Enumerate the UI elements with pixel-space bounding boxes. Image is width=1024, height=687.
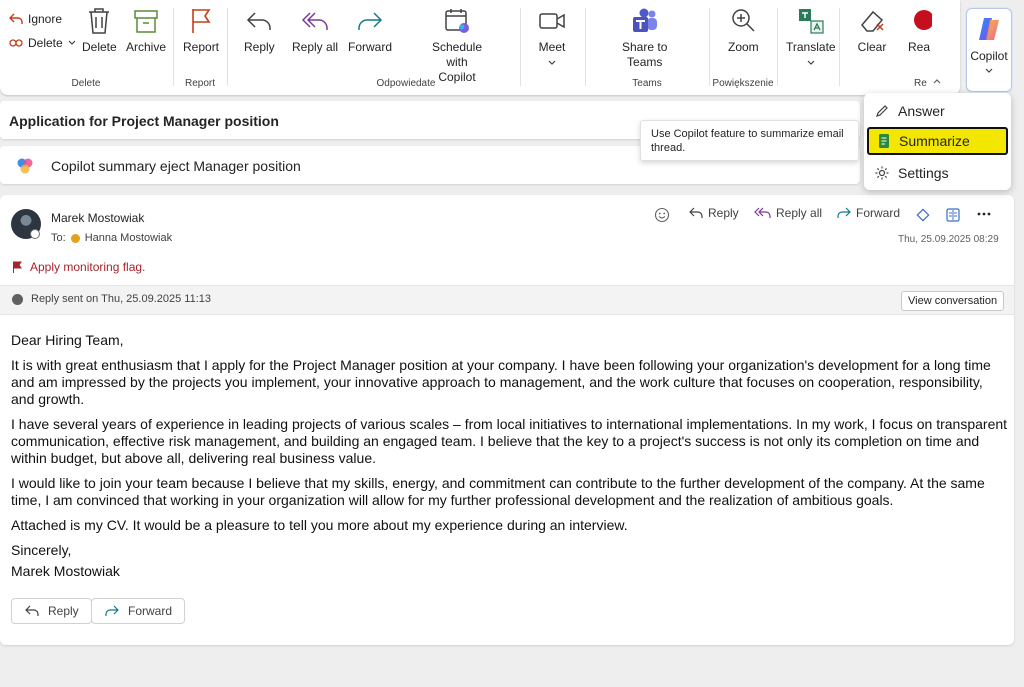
ignore-label: Ignore xyxy=(28,12,63,26)
archive-label: Archive xyxy=(126,40,167,54)
delete-menu-button[interactable] xyxy=(9,36,76,50)
delete-button[interactable] xyxy=(82,6,117,55)
chevron-down-icon xyxy=(985,68,993,74)
info-icon xyxy=(12,294,23,305)
presence-status-icon xyxy=(30,229,40,239)
menu-item-summarize-label: Summarize xyxy=(899,133,970,149)
report-group xyxy=(174,0,226,95)
copilot-button[interactable] xyxy=(966,8,1012,92)
share-to-teams-button[interactable] xyxy=(622,6,667,70)
flag-text: Apply monitoring flag. xyxy=(30,260,146,274)
summary-document-icon xyxy=(877,133,891,149)
eraser-icon xyxy=(857,6,887,36)
menu-item-summarize[interactable] xyxy=(867,127,1008,155)
body-closing: Sincerely, xyxy=(11,542,72,558)
group-divider xyxy=(839,8,840,86)
delete-options-icon xyxy=(9,37,23,49)
delete-group xyxy=(0,0,172,95)
pencil-icon xyxy=(874,103,890,119)
reply-icon xyxy=(24,604,40,618)
bottom-reply-label: Reply xyxy=(48,604,79,618)
body-paragraph: I would like to join your team because I believe that my skills, energy, and commitment can contribute to the further development of the company. At the same time, I am convinced that working in your organization will allow for my further professional development and the realization of ambitious goals. xyxy=(11,475,985,508)
recipient-presence-icon xyxy=(71,234,80,243)
summarize-tooltip: Use Copilot feature to summarize email thread. xyxy=(640,120,859,161)
reply-all-label: Reply all xyxy=(292,40,339,54)
schedule-with-copilot-label: Schedule with Copilot xyxy=(431,40,483,84)
message-reply-label: Reply xyxy=(708,206,739,220)
copilot-icon xyxy=(975,15,1003,43)
meet-label: Meet xyxy=(538,40,566,54)
read-aloud-button[interactable] xyxy=(906,6,932,55)
body-paragraph: Attached is my CV. It would be a pleasure to tell you more about my experience during an interview. xyxy=(11,517,628,533)
video-camera-icon xyxy=(537,6,567,36)
to-label: To: xyxy=(51,232,66,244)
share-to-teams-label: Share to Teams xyxy=(622,40,668,69)
translate-icon xyxy=(796,6,826,36)
body-signature: Marek Mostowiak xyxy=(11,563,120,579)
copilot-label: Copilot xyxy=(970,49,1008,63)
menu-item-settings-label: Settings xyxy=(898,165,949,181)
clear-button[interactable] xyxy=(857,6,887,55)
bottom-forward-button[interactable] xyxy=(91,598,185,624)
forward-icon xyxy=(104,604,120,618)
body-paragraph: I have several years of experience in leading projects of various scales – from local initiatives to international implementations. In my work, I focus on transparent communication, effective risk management, and building an engaged team. I believe that the key to a project's success is not only its completion on time and within budget, but above all, delivering real business value. xyxy=(11,416,1008,466)
group-divider xyxy=(520,8,521,86)
zoom-button[interactable] xyxy=(728,6,759,55)
view-conversation-button[interactable]: View conversation xyxy=(901,291,1004,311)
respond-group-label: Odpowiedate xyxy=(376,78,436,89)
message-reply-all-label: Reply all xyxy=(776,206,823,220)
message-forward-action[interactable] xyxy=(836,206,900,220)
ignore-icon xyxy=(9,13,23,25)
zoom-label: Zoom xyxy=(728,40,759,54)
message-forward-label: Forward xyxy=(856,206,901,220)
translate-label: Translate xyxy=(786,40,836,54)
schedule-with-copilot-button[interactable] xyxy=(420,6,494,85)
bottom-reply-button[interactable] xyxy=(11,598,92,624)
chevron-down-icon xyxy=(68,40,76,46)
teams-icon xyxy=(630,6,660,36)
zoom-group-label: Powiększenie xyxy=(712,78,774,89)
recipient-name[interactable]: Hanna Mostowiak xyxy=(84,232,173,244)
sender-name[interactable]: Marek Mostowiak xyxy=(51,211,145,225)
archive-icon xyxy=(132,6,160,36)
copilot-icon xyxy=(16,157,34,175)
archive-button[interactable] xyxy=(126,6,166,55)
reply-sent-bar xyxy=(0,285,1014,315)
forward-label: Forward xyxy=(348,40,393,54)
zoom-group xyxy=(710,0,776,95)
immersive-reader-icon[interactable] xyxy=(945,207,961,223)
reply-all-button[interactable] xyxy=(292,6,338,55)
apps-icon[interactable] xyxy=(915,207,931,223)
meet-button[interactable] xyxy=(537,6,567,70)
recipients-line xyxy=(51,232,172,244)
bottom-forward-label: Forward xyxy=(128,604,173,618)
menu-item-answer[interactable] xyxy=(864,97,1011,125)
read-aloud-label: Rea xyxy=(907,40,930,54)
more-options-icon[interactable] xyxy=(976,211,992,217)
magnifier-icon xyxy=(728,6,758,36)
group-divider xyxy=(777,8,778,86)
report-label: Report xyxy=(183,40,220,54)
reply-all-icon xyxy=(754,206,772,220)
calendar-copilot-icon xyxy=(442,6,472,36)
trash-icon xyxy=(86,6,112,36)
teams-group xyxy=(586,0,708,95)
clear-label: Clear xyxy=(857,40,887,54)
menu-item-answer-label: Answer xyxy=(898,103,945,119)
chevron-down-icon xyxy=(807,60,815,66)
message-date: Thu, 25.09.2025 08:29 xyxy=(898,234,999,245)
reply-sent-text: Reply sent on Thu, 25.09.2025 11:13 xyxy=(31,293,212,305)
collapse-ribbon-icon[interactable] xyxy=(933,78,941,84)
body-paragraph: It is with great enthusiasm that I apply for the Project Manager position at your company. I have been following your organization's development for a long time and am impressed by the projects you implement, your innovative approach to management, and the work culture that focuses on cooperation, responsibility, and growth. xyxy=(11,357,991,407)
forward-icon xyxy=(355,6,385,36)
menu-item-settings[interactable] xyxy=(864,159,1011,187)
gear-icon xyxy=(874,165,890,181)
flag-icon xyxy=(12,261,22,273)
chevron-down-icon xyxy=(548,60,556,66)
read-aloud-icon xyxy=(906,6,932,36)
report-button[interactable] xyxy=(183,6,219,55)
respond-group xyxy=(228,0,584,95)
reply-icon xyxy=(244,6,274,36)
forward-icon xyxy=(836,206,852,220)
email-body xyxy=(11,332,1009,588)
emoji-react-icon[interactable] xyxy=(654,207,670,223)
email-subject: Application for Project Manager position xyxy=(9,113,279,129)
delete-group-label: Delete xyxy=(71,78,101,89)
report-group-label: Report xyxy=(184,78,215,89)
delete-menu-label: Delete xyxy=(28,36,63,50)
reply-label: Reply xyxy=(244,40,275,54)
reply-icon xyxy=(688,206,704,220)
copilot-dropdown-menu xyxy=(864,93,1011,190)
message-reply-action[interactable] xyxy=(688,206,739,220)
copilot-summary-title: Copilot summary eject Manager position xyxy=(51,158,301,174)
read-group-label: Re xyxy=(914,78,927,89)
forward-button[interactable] xyxy=(348,6,392,55)
teams-group-label: Teams xyxy=(632,78,662,89)
body-greeting: Dear Hiring Team, xyxy=(11,332,124,348)
ignore-button[interactable] xyxy=(9,12,62,26)
delete-label: Delete xyxy=(82,40,117,54)
report-flag-icon xyxy=(188,6,214,36)
ribbon-toolbar xyxy=(0,0,960,95)
reply-button[interactable] xyxy=(244,6,275,55)
monitoring-flag-notice xyxy=(12,260,145,274)
reply-sent-info xyxy=(12,293,211,305)
reply-all-icon xyxy=(300,6,330,36)
message-reply-all-action[interactable] xyxy=(754,206,822,220)
translate-button[interactable] xyxy=(786,6,836,70)
